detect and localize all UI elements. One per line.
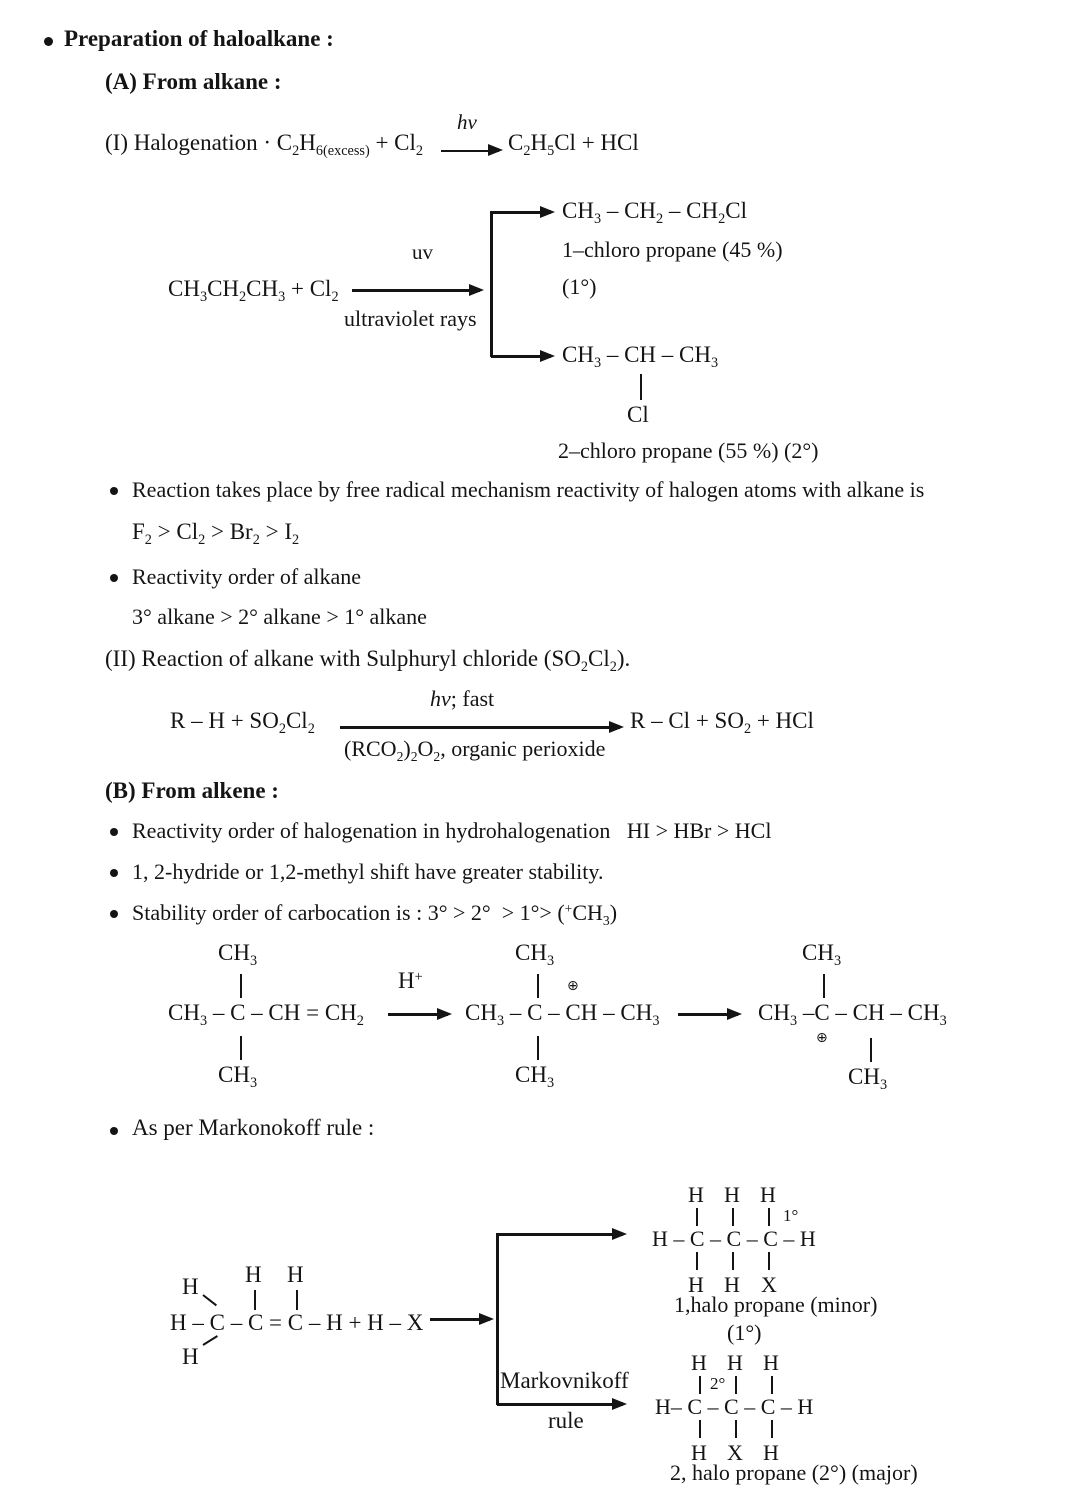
condition-below: ultraviolet rays <box>344 306 477 331</box>
product1-formula: $CH_3 - CH_2 - CH_2Cl$ <box>562 198 747 227</box>
struct3-main-chain: $CH_3$ –C – CH – $CH_3$ <box>758 1000 947 1029</box>
arrow-right-icon <box>491 211 551 214</box>
bullet-icon <box>110 828 118 836</box>
bond-line <box>732 1208 734 1226</box>
product1-name: 1,halo propane (minor) <box>674 1292 878 1317</box>
struct3-bottom-methyl: $CH_3$ <box>848 1064 888 1093</box>
bond-line <box>771 1420 773 1438</box>
struct2-bottom-methyl: $CH_3$ <box>515 1062 555 1091</box>
bond-line <box>254 1290 256 1310</box>
branch-stem-line <box>496 1233 499 1405</box>
arrow-right-icon <box>388 1013 448 1016</box>
x-atom: X <box>761 1272 777 1297</box>
hydride-shift-note: 1, 2-hydride or 1,2-methyl shift have greater stability. <box>132 859 604 884</box>
struct2-top-methyl: $CH_3$ <box>515 940 555 969</box>
diagonal-bond-line <box>202 1294 217 1306</box>
section-ii-heading: (II) Reaction of alkane with Sulphuryl chloride $(SO_2Cl_2)$. <box>105 646 631 675</box>
h-atom: H <box>688 1272 704 1297</box>
bullet-icon <box>44 37 53 46</box>
arrow-right-icon <box>340 726 620 729</box>
h-atom: H <box>287 1262 304 1287</box>
arrow-right-icon <box>430 1318 490 1321</box>
h-atom: H <box>724 1182 740 1207</box>
bond-line <box>870 1038 872 1062</box>
bond-line <box>240 974 242 998</box>
bond-line <box>732 1252 734 1270</box>
product2-formula: $CH_3$ – CH – $CH_3$ <box>562 342 719 371</box>
bond-line <box>240 1036 242 1060</box>
h-atom: H <box>760 1182 776 1207</box>
product2-name: 2, halo propane (2°) (major) <box>670 1460 918 1485</box>
proton-label: H+ <box>398 968 423 993</box>
free-radical-note: Reaction takes place by free radical mechanism reactivity of halogen atoms with alkane is <box>132 477 925 502</box>
hydrohalogenation-order: Reactivity order of halogenation in hydrohalogenation HI > HBr > HCl <box>132 818 772 843</box>
halogen-reactivity-order: $F_2 > Cl_2 > Br_2 > I_2$ <box>132 519 300 548</box>
h-atom: H <box>245 1262 262 1287</box>
page-title: Preparation of haloalkane : <box>64 26 334 51</box>
product1-name: 1–chloro propane (45 %) <box>562 237 783 262</box>
h-atom: H <box>182 1344 199 1369</box>
alkane-order: 3° alkane > 2° alkane > 1° alkane <box>132 604 427 629</box>
bond-line <box>699 1376 701 1394</box>
struct3-top-methyl: $CH_3$ <box>802 940 842 969</box>
condition-above: uv <box>412 240 433 264</box>
bond-line <box>699 1420 701 1438</box>
section-a-heading: (A) From alkane : <box>105 69 282 94</box>
product1-main-chain: H – C – C – C – H <box>652 1226 816 1251</box>
arrow-right-icon <box>441 150 499 152</box>
branch-stem-line <box>490 211 493 357</box>
product1-degree: (1°) <box>727 1320 762 1345</box>
bond-line <box>771 1376 773 1394</box>
degree-label: 1° <box>783 1206 799 1225</box>
bullet-icon <box>110 574 118 582</box>
h-atom: H <box>763 1350 779 1375</box>
struct1-bottom-methyl: $CH_3$ <box>218 1062 258 1091</box>
diagonal-bond-line <box>202 1335 217 1346</box>
so2-rhs: $R - Cl + SO_2$ + HCl <box>630 708 814 737</box>
arrow-right-icon <box>497 1233 623 1236</box>
h-atom: H <box>691 1440 707 1465</box>
h-atom: H <box>763 1440 779 1465</box>
carbocation-stability-order: Stability order of carbocation is : $3^\circ > 2^\circ > 1^\circ> (^+CH_3)$ <box>132 900 618 928</box>
so2-lhs: $R - H + SO_2Cl_2$ <box>170 708 315 737</box>
markovnikoff-rule-label2: rule <box>548 1408 584 1433</box>
product2-main-chain: H– C – C – C – H <box>655 1394 814 1419</box>
section-b-heading: (B) From alkene : <box>105 778 279 803</box>
markovnikoff-heading: As per Markonokoff rule : <box>132 1115 375 1140</box>
bullet-icon <box>110 869 118 877</box>
struct1-main-chain: $CH_3$ – C – CH = $CH_2$ <box>168 1000 364 1029</box>
bond-line <box>735 1420 737 1438</box>
so2-arrow-above-rest: ; fast <box>450 686 495 711</box>
h-atom: H <box>182 1274 199 1299</box>
bond-line <box>640 374 642 400</box>
x-atom: X <box>727 1440 743 1465</box>
bond-line <box>537 974 539 998</box>
bullet-icon <box>110 487 118 495</box>
eq1-rhs: $C_2H_5Cl$ + HCl <box>508 130 639 159</box>
struct1-top-methyl: $CH_3$ <box>218 940 258 969</box>
bond-line <box>537 1036 539 1060</box>
positive-charge-icon: ⊕ <box>816 1030 828 1046</box>
bond-line <box>823 974 825 998</box>
positive-charge-icon: ⊕ <box>567 978 579 994</box>
degree-label: 2° <box>710 1374 726 1393</box>
bond-line <box>768 1252 770 1270</box>
markovnikoff-rule-label: Markovnikoff <box>500 1368 629 1393</box>
h-atom: H <box>688 1182 704 1207</box>
bond-line <box>696 1252 698 1270</box>
alkane-order-heading: Reactivity order of alkane <box>132 564 362 589</box>
product2-name: 2–chloro propane (55 %) (2°) <box>558 438 819 463</box>
bullet-icon <box>110 910 118 918</box>
struct2-main-chain: $CH_3$ – C – CH – $CH_3$ <box>465 1000 660 1029</box>
bullet-icon <box>110 1127 118 1135</box>
arrow-right-icon <box>352 289 480 292</box>
propane-reactant: $CH_3CH_2CH_3 + Cl_2$ <box>168 276 339 305</box>
bond-line <box>296 1290 298 1310</box>
h-atom: H <box>727 1350 743 1375</box>
arrow-right-icon <box>678 1013 738 1016</box>
eq1-lhs: (I) Halogenation · $C_2H_{6(excess)} + Cl_2$ <box>105 130 424 159</box>
h-atom: H <box>724 1272 740 1297</box>
so2-arrow-above-italic: hv <box>430 686 451 711</box>
arrow-right-icon <box>497 1403 623 1406</box>
product1-degree: (1°) <box>562 274 597 299</box>
alkene-main-chain: H – C – C = C – H + H – X <box>170 1310 424 1335</box>
so2-arrow-below: $(RCO_2)_2O_2$, organic perioxide <box>344 736 606 764</box>
bond-line <box>696 1208 698 1226</box>
arrow-right-icon <box>491 355 551 358</box>
eq1-arrow-label: hv <box>457 110 477 134</box>
bond-line <box>768 1208 770 1226</box>
bond-line <box>735 1376 737 1394</box>
product2-substituent: Cl <box>627 402 649 427</box>
so2-arrow-above <box>430 686 494 711</box>
h-atom: H <box>691 1350 707 1375</box>
